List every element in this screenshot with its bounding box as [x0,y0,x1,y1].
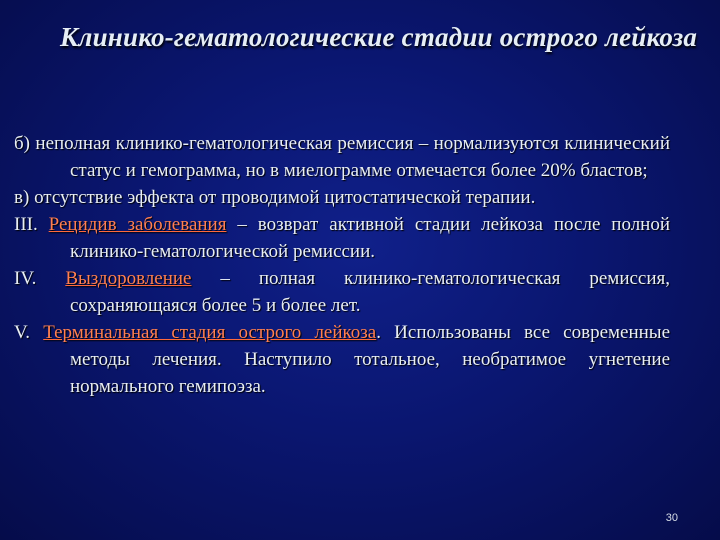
stage-description: . Использованы все современные методы лечения. Наступило тотальное, необратимое угнетение нормального гемипоэза. [70,322,671,397]
list-item-text: отсутствие эффекта от проводимой цитостатической терапии. [29,187,536,208]
stage-numeral: V. [14,322,31,343]
stage-numeral: IV. [14,268,37,289]
stage-description: – полная клинико-гематологическая ремиссия, сохраняющаяся более 5 и более лет. [70,268,671,316]
list-item-b [14,130,670,184]
list-item-v [14,184,670,211]
list-marker: б) [14,133,30,154]
stage-item-terminal [14,319,670,400]
slide-body [14,130,670,400]
stage-item-recovery [14,265,670,319]
highlighted-term: Выздоровление [65,268,192,289]
list-marker: в) [14,187,30,208]
slide-number: 30 [665,512,678,524]
stage-item-relapse [14,211,670,265]
slide-title: Клинико-гематологические стадии острого лейкоза [60,22,698,52]
stage-description: – возврат активной стадии лейкоза после полной клинико-гематологической ремиссии. [70,214,671,262]
stage-numeral: III. [14,214,38,235]
highlighted-term: Терминальная стадия острого лейкоза [43,322,377,343]
list-item-text: неполная клинико-гематологическая ремиссия – нормализуются клинический статус и гемограмма, но в миелограмме отмечается более 20% бластов; [30,133,670,181]
highlighted-term: Рецидив заболевания [48,214,227,235]
